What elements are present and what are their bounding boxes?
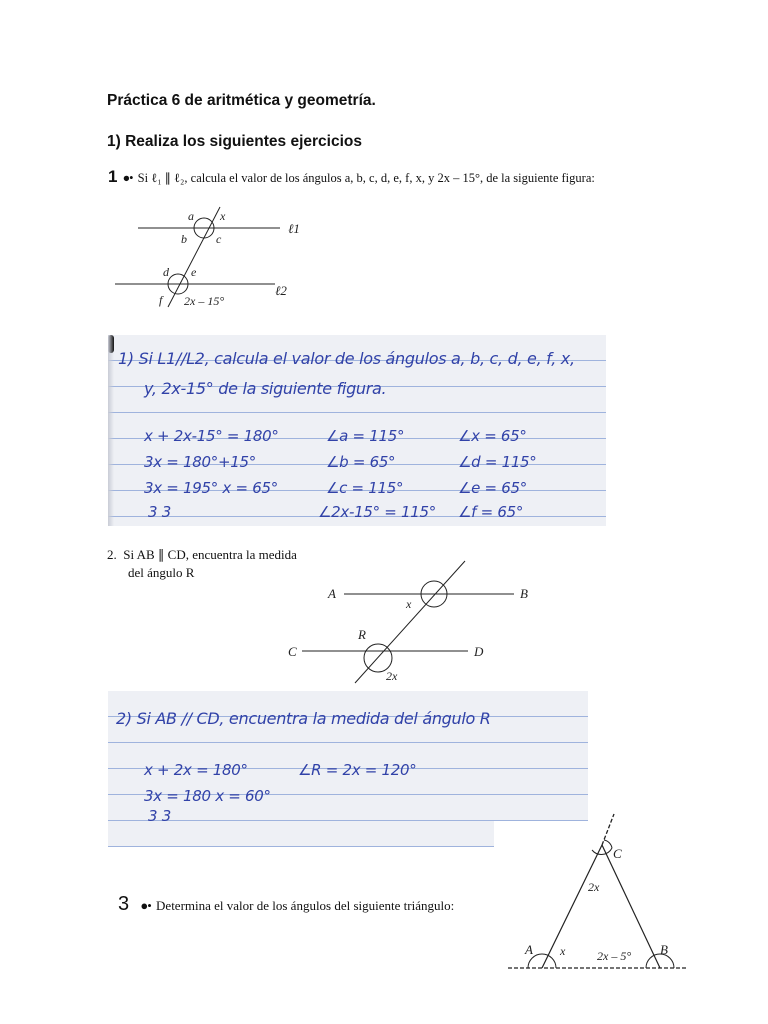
label-C: C	[613, 846, 622, 861]
hw-equation-1: x + 2x-15° = 180°	[144, 427, 279, 445]
label-2x: 2x	[588, 880, 600, 894]
hw-angle-f: ∠f = 65°	[458, 503, 524, 521]
section-heading: 1) Realiza los siguientes ejercicios	[107, 133, 363, 150]
label-expr: 2x – 5°	[597, 949, 632, 963]
label-d: d	[163, 265, 169, 279]
exercise-3-statement	[118, 893, 454, 916]
label-a: a	[188, 209, 194, 223]
hw-statement-2: 2) Si AB // CD, encuentra la medida del ángulo R	[116, 709, 491, 728]
label-f: f	[159, 293, 163, 307]
hw-angle-2x-15: ∠2x-15° = 115°	[318, 503, 436, 521]
hw-eq-2-3: 3 3	[148, 807, 171, 821]
hw-angle-e: ∠e = 65°	[458, 479, 527, 497]
label-e: e	[191, 265, 197, 279]
hw-eq-2-2: 3x = 180 x = 60°	[144, 787, 271, 805]
exercise-2-number: 2.	[107, 547, 117, 562]
exercise-3-figure	[500, 812, 700, 977]
difficulty-bullets-3: ●•	[140, 898, 151, 913]
label-C: C	[288, 644, 297, 659]
exercise-3-text: Determina el valor de los ángulos del siguiente triángulo:	[156, 898, 455, 913]
label-x: x	[406, 597, 412, 611]
exercise-2-figure	[280, 558, 550, 688]
label-l1: ℓ1	[288, 221, 300, 236]
handwritten-solution-1	[108, 335, 606, 526]
label-x: x	[560, 944, 566, 958]
label-R: R	[358, 627, 366, 642]
exercise-2-text-line-2: del ángulo R	[128, 565, 195, 580]
hw-equation-2: 3x = 180°+15°	[144, 453, 256, 471]
label-l2: ℓ2	[275, 283, 287, 298]
page-title: Práctica 6 de aritmética y geometría.	[107, 92, 376, 109]
hw-equation-3: 3x = 195° x = 65°	[144, 479, 278, 497]
exercise-2-text-line-1: Si AB ∥ CD, encuentra la medida	[123, 547, 297, 562]
hw-statement-line-2: y, 2x-15° de la siguiente figura.	[144, 379, 387, 398]
hw-angle-d: ∠d = 115°	[458, 453, 537, 471]
hw-statement-line-1: 1) Si L1//L2, calcula el valor de los ángulos a, b, c, d, e, f, x,	[118, 349, 575, 368]
label-A: A	[328, 586, 336, 601]
exercise-1-text: Si ℓ₁ ∥ ℓ₂, calcula el valor de los ángulos a, b, c, d, e, f, x, y 2x – 15°, de la siguiente figura:	[137, 171, 595, 185]
label-expr: 2x – 15°	[184, 294, 225, 308]
handwritten-solution-2-bottom	[108, 821, 494, 847]
exercise-1-statement	[108, 167, 595, 187]
exercise-1-number: 1	[108, 167, 118, 186]
hw-angle-c: ∠c = 115°	[326, 479, 404, 497]
label-2x: 2x	[386, 669, 398, 683]
hw-angle-x: ∠x = 65°	[458, 427, 527, 445]
exercise-1-figure	[100, 195, 330, 320]
hw-angle-a: ∠a = 115°	[326, 427, 405, 445]
exercise-2-statement	[107, 546, 297, 582]
label-D: D	[474, 644, 484, 659]
hw-eq-2-1: x + 2x = 180°	[144, 761, 248, 779]
label-A: A	[525, 942, 533, 957]
hw-equation-4: 3 3	[148, 503, 171, 521]
label-B: B	[520, 586, 528, 601]
hw-angle-R: ∠R = 2x = 120°	[298, 761, 417, 779]
hw-angle-b: ∠b = 65°	[326, 453, 396, 471]
handwritten-solution-2	[108, 691, 588, 821]
label-x: x	[220, 209, 226, 223]
difficulty-bullets: ●•	[122, 171, 133, 185]
label-b: b	[181, 232, 187, 246]
exercise-3-number: 3	[118, 893, 130, 915]
label-c: c	[216, 232, 222, 246]
label-B: B	[660, 942, 668, 957]
